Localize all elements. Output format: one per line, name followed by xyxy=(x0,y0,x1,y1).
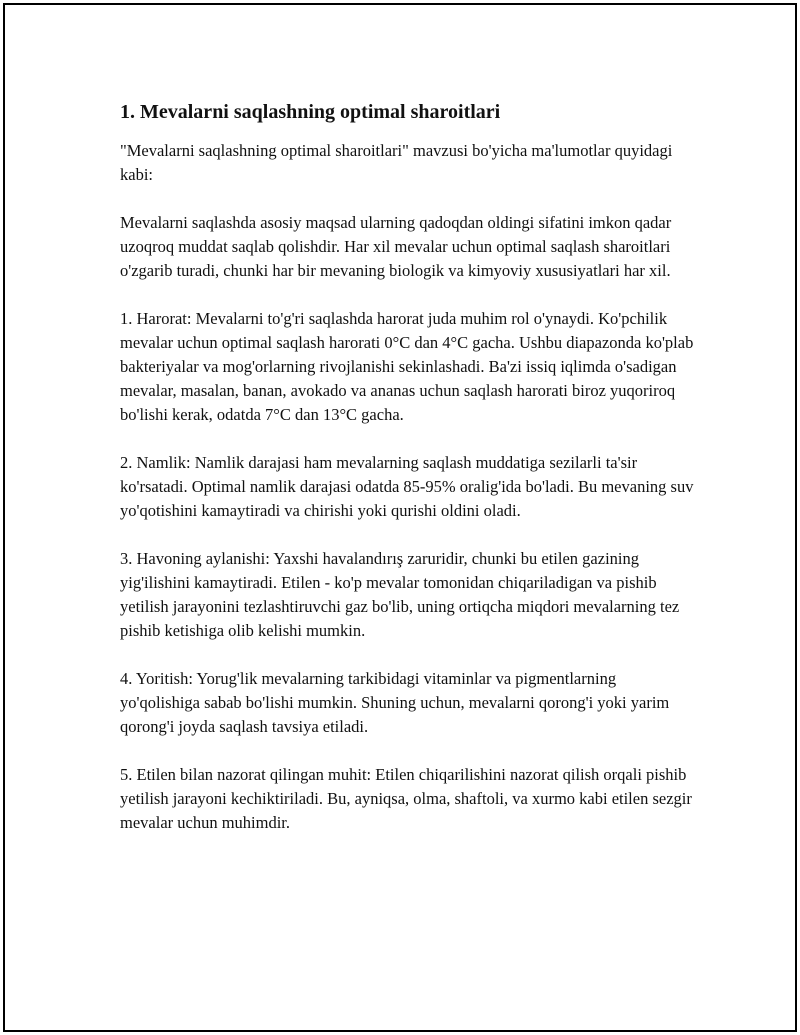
humidity-paragraph: 2. Namlik: Namlik darajasi ham mevalarning saqlash muddatiga sezilarli ta'sir ko'rsatadi. Optimal namlik darajasi odatda 85-95% oralig'ida bo'ladi. Bu mevaning suv yo'qotishini kamaytiradi va chirishi yoki qurishi oldini oladi. xyxy=(120,453,694,520)
ethylene-control-paragraph: 5. Etilen bilan nazorat qilingan muhit: Etilen chiqarilishini nazorat qilish orqali pishib yetilish jarayoni kechiktiriladi. Bu, ayniqsa, olma, shaftoli, va xurmo kabi etilen sezgir mevalar uchun muhimdir. xyxy=(120,765,692,832)
intro-paragraph: "Mevalarni saqlashning optimal sharoitlari" mavzusi bo'yicha ma'lumotlar quyidagi kabi: xyxy=(120,141,673,184)
overview-paragraph: Mevalarni saqlashda asosiy maqsad ularning qadoqdan oldingi sifatini imkon qadar uzoqroq muddat saqlab qolishdir. Har xil mevalar uchun optimal saqlash sharoitlari o'zgarib turadi, chunki har bir mevaning biologik va kimyoviy xususiyatlari har xil. xyxy=(120,213,672,280)
page-frame xyxy=(3,3,797,1032)
lighting-paragraph: 4. Yoritish: Yorug'lik mevalarning tarkibidagi vitaminlar va pigmentlarning yo'qolishiga sabab bo'lishi mumkin. Shuning uchun, mevalarni qorong'i yoki yarim qorong'i joyda saqlash tavsiya etiladi. xyxy=(120,669,670,736)
air-circulation-paragraph: 3. Havoning aylanishi: Yaxshi havalandırış zaruridir, chunki bu etilen gazining yig'ilishini kamaytiradi. Etilen - ko'p mevalar tomonidan chiqariladigan va pishib yetilish jarayonini tezlashtiruvchi gaz bo'lib, uning ortiqcha miqdori mevalarning tez pishib ketishiga olib kelishi mumkin. xyxy=(120,549,680,640)
document-title: 1. Mevalarni saqlashning optimal sharoitlari xyxy=(120,101,501,123)
document-body xyxy=(120,99,700,859)
temperature-paragraph: 1. Harorat: Mevalarni to'g'ri saqlashda harorat juda muhim rol o'ynaydi. Ko'pchilik mevalar uchun optimal saqlash harorati 0°C dan 4°C gacha. Ushbu diapazonda ko'plab bakteriyalar va mog'orlarning rivojlanishi sekinlashadi. Ba'zi issiq iqlimda o'sadigan mevalar, masalan, banan, avokado va ananas uchun saqlash harorati biroz yuqoriroq bo'lishi kerak, odatda 7°C dan 13°C gacha. xyxy=(120,309,694,424)
